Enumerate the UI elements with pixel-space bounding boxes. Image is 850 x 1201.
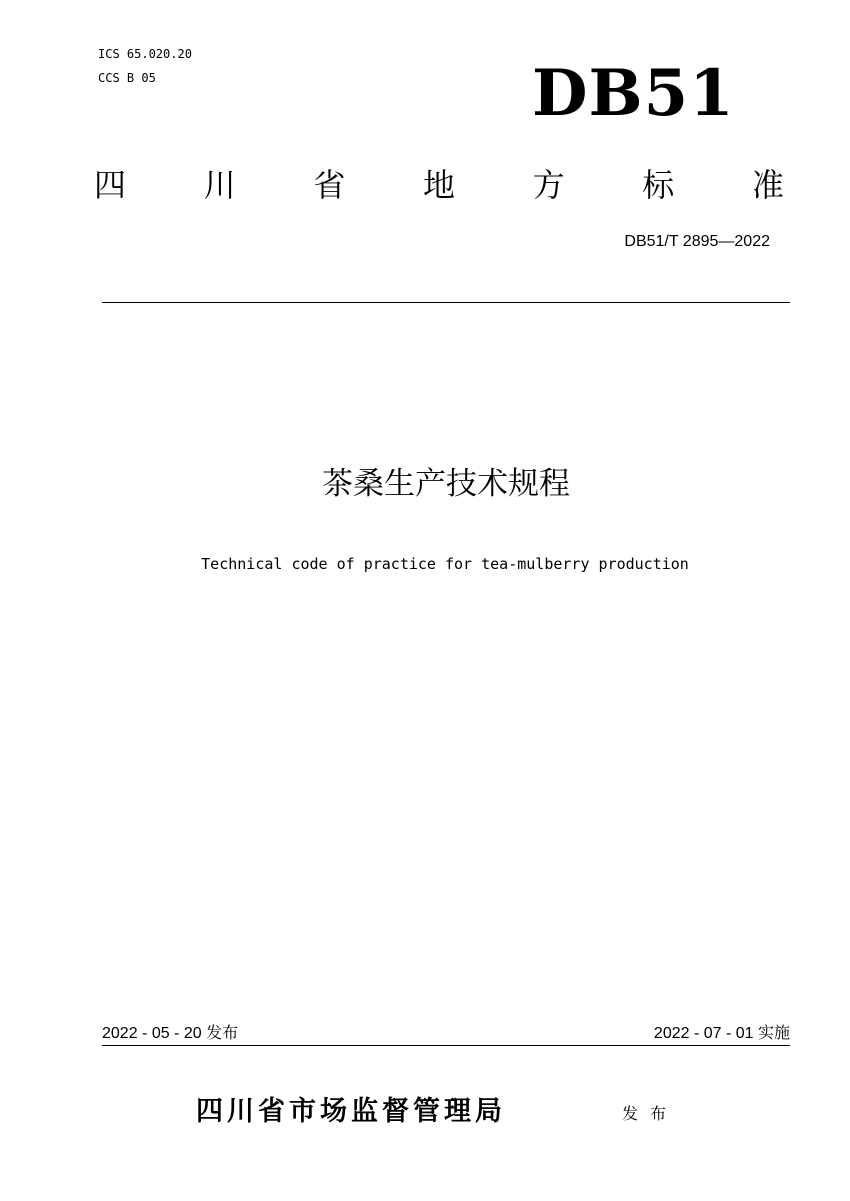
classification-block — [98, 42, 192, 90]
standard-type-char: 标 — [642, 166, 675, 204]
standard-type-char: 川 — [203, 166, 236, 204]
ccs-code: CCS B 05 — [98, 71, 156, 85]
standard-type-title — [94, 163, 784, 207]
header-divider — [102, 302, 790, 303]
standard-prefix: DB51 — [532, 56, 735, 131]
standard-type-char: 四 — [94, 166, 127, 204]
standard-type-char: 地 — [422, 166, 455, 204]
footer-divider — [102, 1045, 790, 1046]
ics-code: ICS 65.020.20 — [98, 47, 192, 61]
issue-date: 2022 - 05 - 20 发布 — [102, 1025, 239, 1042]
document-title-chinese: 茶桑生产技术规程 — [322, 466, 570, 502]
issuing-authority: 四川省市场监督管理局 — [196, 1096, 506, 1127]
implementation-date: 2022 - 07 - 01 实施 — [653, 1025, 790, 1042]
issue-label: 发布 — [622, 1104, 679, 1123]
standard-code: DB51/T 2895—2022 — [624, 233, 770, 250]
document-title-english: Technical code of practice for tea-mulberry production — [201, 555, 689, 573]
standard-type-char: 准 — [751, 166, 784, 204]
standard-type-char: 省 — [313, 166, 346, 204]
standard-type-char: 方 — [532, 166, 565, 204]
